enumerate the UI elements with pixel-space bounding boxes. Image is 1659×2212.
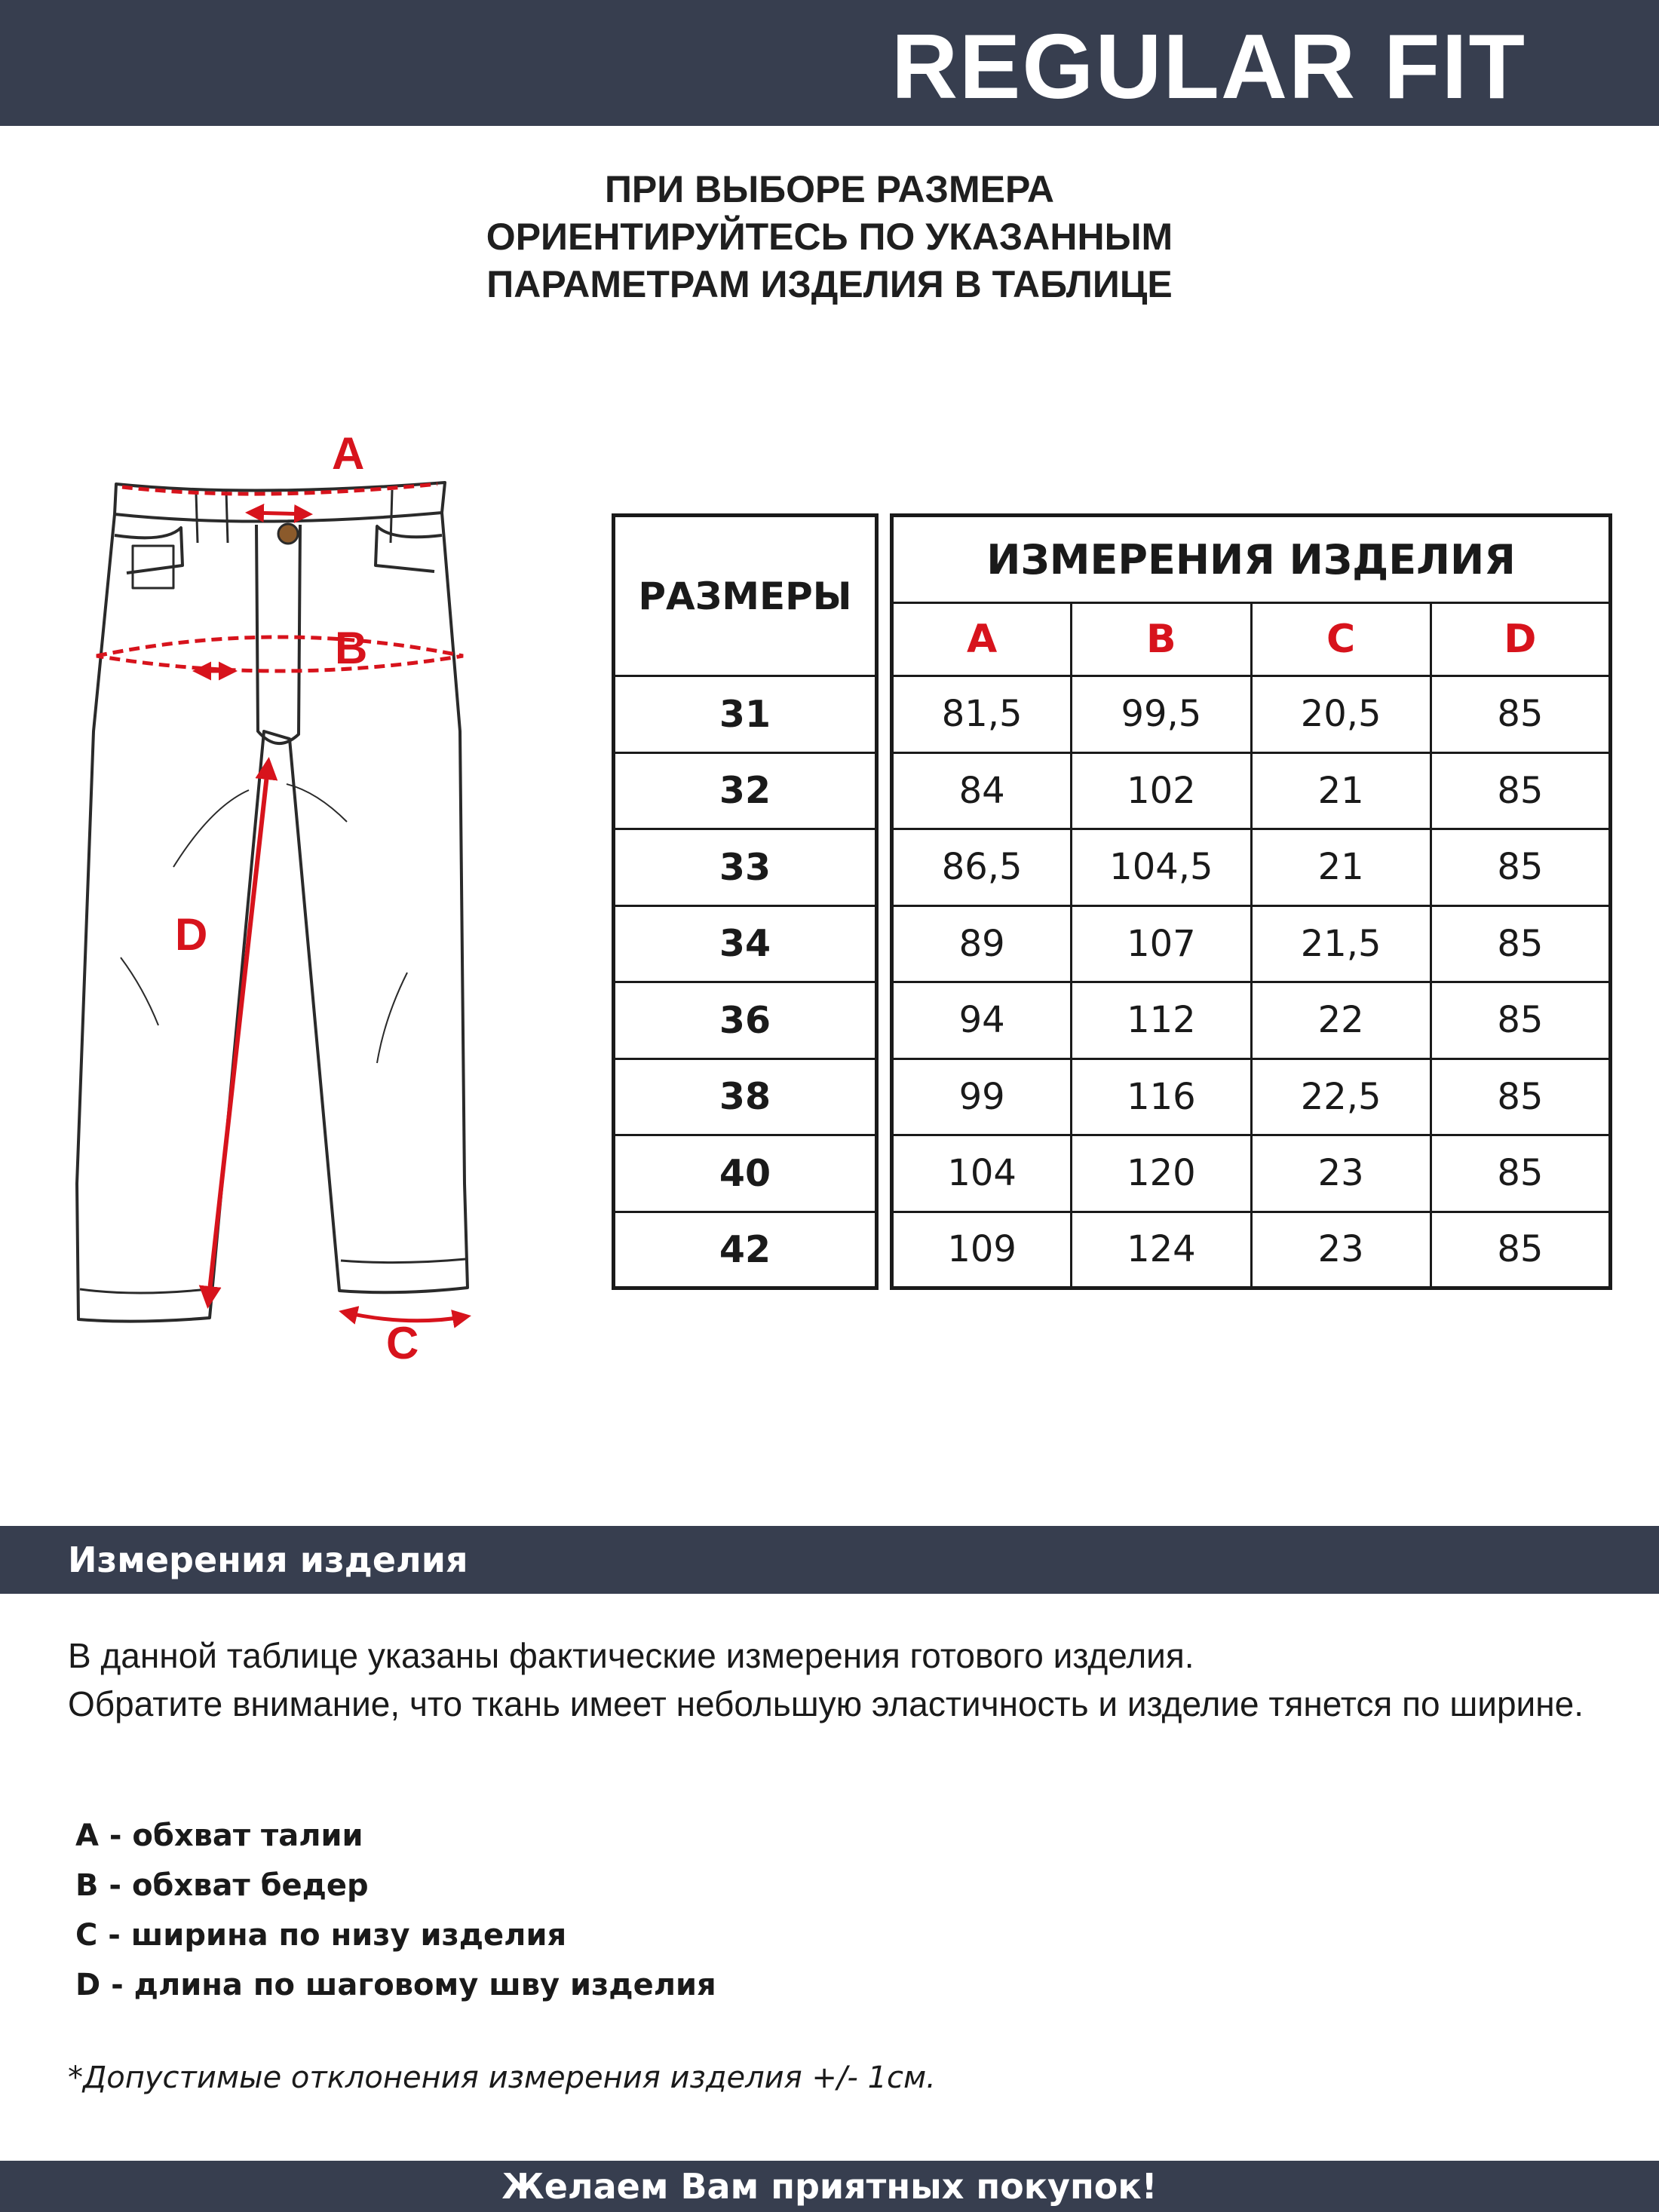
- label-d: D: [175, 909, 208, 960]
- footer-bar: [0, 2161, 1659, 2212]
- value-cell: 85: [1431, 1135, 1610, 1212]
- value-cell: 116: [1072, 1059, 1251, 1135]
- measurements-note: В данной таблице указаны фактические измерения готового изделия.: [68, 1636, 1194, 1675]
- value-cell: 21: [1251, 829, 1431, 906]
- headline-line: ПРИ ВЫБОРЕ РАЗМЕРА: [604, 168, 1055, 210]
- size-cell: 34: [614, 905, 877, 982]
- value-cell: 21,5: [1251, 905, 1431, 982]
- value-cell: 109: [892, 1212, 1072, 1288]
- label-c: C: [386, 1318, 419, 1368]
- value-cell: 81,5: [892, 676, 1072, 753]
- footer-wish: Желаем Вам приятных покупок!: [501, 2166, 1158, 2207]
- value-cell: 85: [1431, 982, 1610, 1059]
- value-cell: 104,5: [1072, 829, 1251, 906]
- value-cell: 23: [1251, 1135, 1431, 1212]
- value-cell: 20,5: [1251, 676, 1431, 753]
- table-row: [614, 1059, 877, 1135]
- table-row: [614, 829, 877, 906]
- column-header-d: D: [1431, 603, 1610, 676]
- value-cell: 21: [1251, 752, 1431, 829]
- value-cell: 120: [1072, 1135, 1251, 1212]
- value-cell: 107: [1072, 905, 1251, 982]
- size-cell: 31: [614, 676, 877, 753]
- table-row: [892, 905, 1611, 982]
- table-row: [892, 829, 1611, 906]
- measure-d-line: [208, 761, 268, 1304]
- jeans-measurement-diagram: [60, 430, 498, 1387]
- table-row: [892, 1212, 1611, 1288]
- column-header-c: C: [1251, 603, 1431, 676]
- measure-a-arrow: [249, 513, 309, 514]
- fit-title: REGULAR FIT: [891, 15, 1526, 118]
- value-cell: 86,5: [892, 829, 1072, 906]
- table-row: [892, 1135, 1611, 1212]
- value-cell: 84: [892, 752, 1072, 829]
- measurements-group-header: ИЗМЕРЕНИЯ ИЗДЕЛИЯ: [892, 516, 1611, 603]
- legend-item-b: B - обхват бедер: [75, 1868, 369, 1903]
- column-header-a: A: [892, 603, 1072, 676]
- value-cell: 85: [1431, 829, 1610, 906]
- table-row: [892, 676, 1611, 753]
- size-cell: 36: [614, 982, 877, 1059]
- jeans-outline: [77, 483, 468, 1322]
- value-cell: 23: [1251, 1212, 1431, 1288]
- value-cell: 102: [1072, 752, 1251, 829]
- value-cell: 85: [1431, 676, 1610, 753]
- measurement-legend: [75, 1815, 716, 2014]
- table-row: [614, 1212, 877, 1288]
- legend-item-c: C - ширина по низу изделия: [75, 1918, 567, 1953]
- value-cell: 89: [892, 905, 1072, 982]
- elasticity-note: Обратите внимание, что ткань имеет небольшую эластичность и изделие тянется по ширине.: [68, 1684, 1584, 1723]
- size-cell: 38: [614, 1059, 877, 1135]
- legend-item-a: A - обхват талии: [75, 1818, 363, 1853]
- value-cell: 85: [1431, 1212, 1610, 1288]
- measurements-section-bar: [0, 1526, 1659, 1594]
- value-cell: 124: [1072, 1212, 1251, 1288]
- label-a: A: [332, 430, 365, 479]
- value-cell: 85: [1431, 905, 1610, 982]
- measurement-markers: [97, 484, 468, 1321]
- value-cell: 85: [1431, 1059, 1610, 1135]
- size-cell: 40: [614, 1135, 877, 1212]
- value-cell: 99,5: [1072, 676, 1251, 753]
- table-row: [892, 752, 1611, 829]
- size-cell: 42: [614, 1212, 877, 1288]
- legend-item-d: D - длина по шаговому шву изделия: [75, 1968, 716, 2002]
- measure-b-line: [97, 637, 463, 671]
- value-cell: 22: [1251, 982, 1431, 1059]
- tolerance-note: *Допустимые отклонения измерения изделия +/- 1см.: [68, 2060, 936, 2095]
- section-title: Измерения изделия: [68, 1540, 468, 1580]
- measurements-table: [890, 513, 1612, 1290]
- table-row: [614, 982, 877, 1059]
- table-row: [614, 905, 877, 982]
- table-row: [892, 982, 1611, 1059]
- headline-line: ПАРАМЕТРАМ ИЗДЕЛИЯ В ТАБЛИЦЕ: [486, 263, 1173, 305]
- column-header-b: B: [1072, 603, 1251, 676]
- table-row: [614, 1135, 877, 1212]
- sizes-table: [612, 513, 879, 1290]
- table-row: [614, 752, 877, 829]
- value-cell: 94: [892, 982, 1072, 1059]
- value-cell: 99: [892, 1059, 1072, 1135]
- size-selection-headline: [0, 166, 1659, 308]
- value-cell: 22,5: [1251, 1059, 1431, 1135]
- value-cell: 104: [892, 1135, 1072, 1212]
- size-cell: 32: [614, 752, 877, 829]
- table-row: [614, 676, 877, 753]
- jeans-button-icon: [278, 524, 298, 544]
- headline-line: ОРИЕНТИРУЙТЕСЬ ПО УКАЗАННЫМ: [486, 216, 1173, 258]
- value-cell: 85: [1431, 752, 1610, 829]
- label-b: B: [335, 623, 368, 673]
- size-cell: 33: [614, 829, 877, 906]
- top-banner: [0, 0, 1659, 126]
- value-cell: 112: [1072, 982, 1251, 1059]
- sizes-header: РАЗМЕРЫ: [614, 516, 877, 676]
- table-row: [892, 1059, 1611, 1135]
